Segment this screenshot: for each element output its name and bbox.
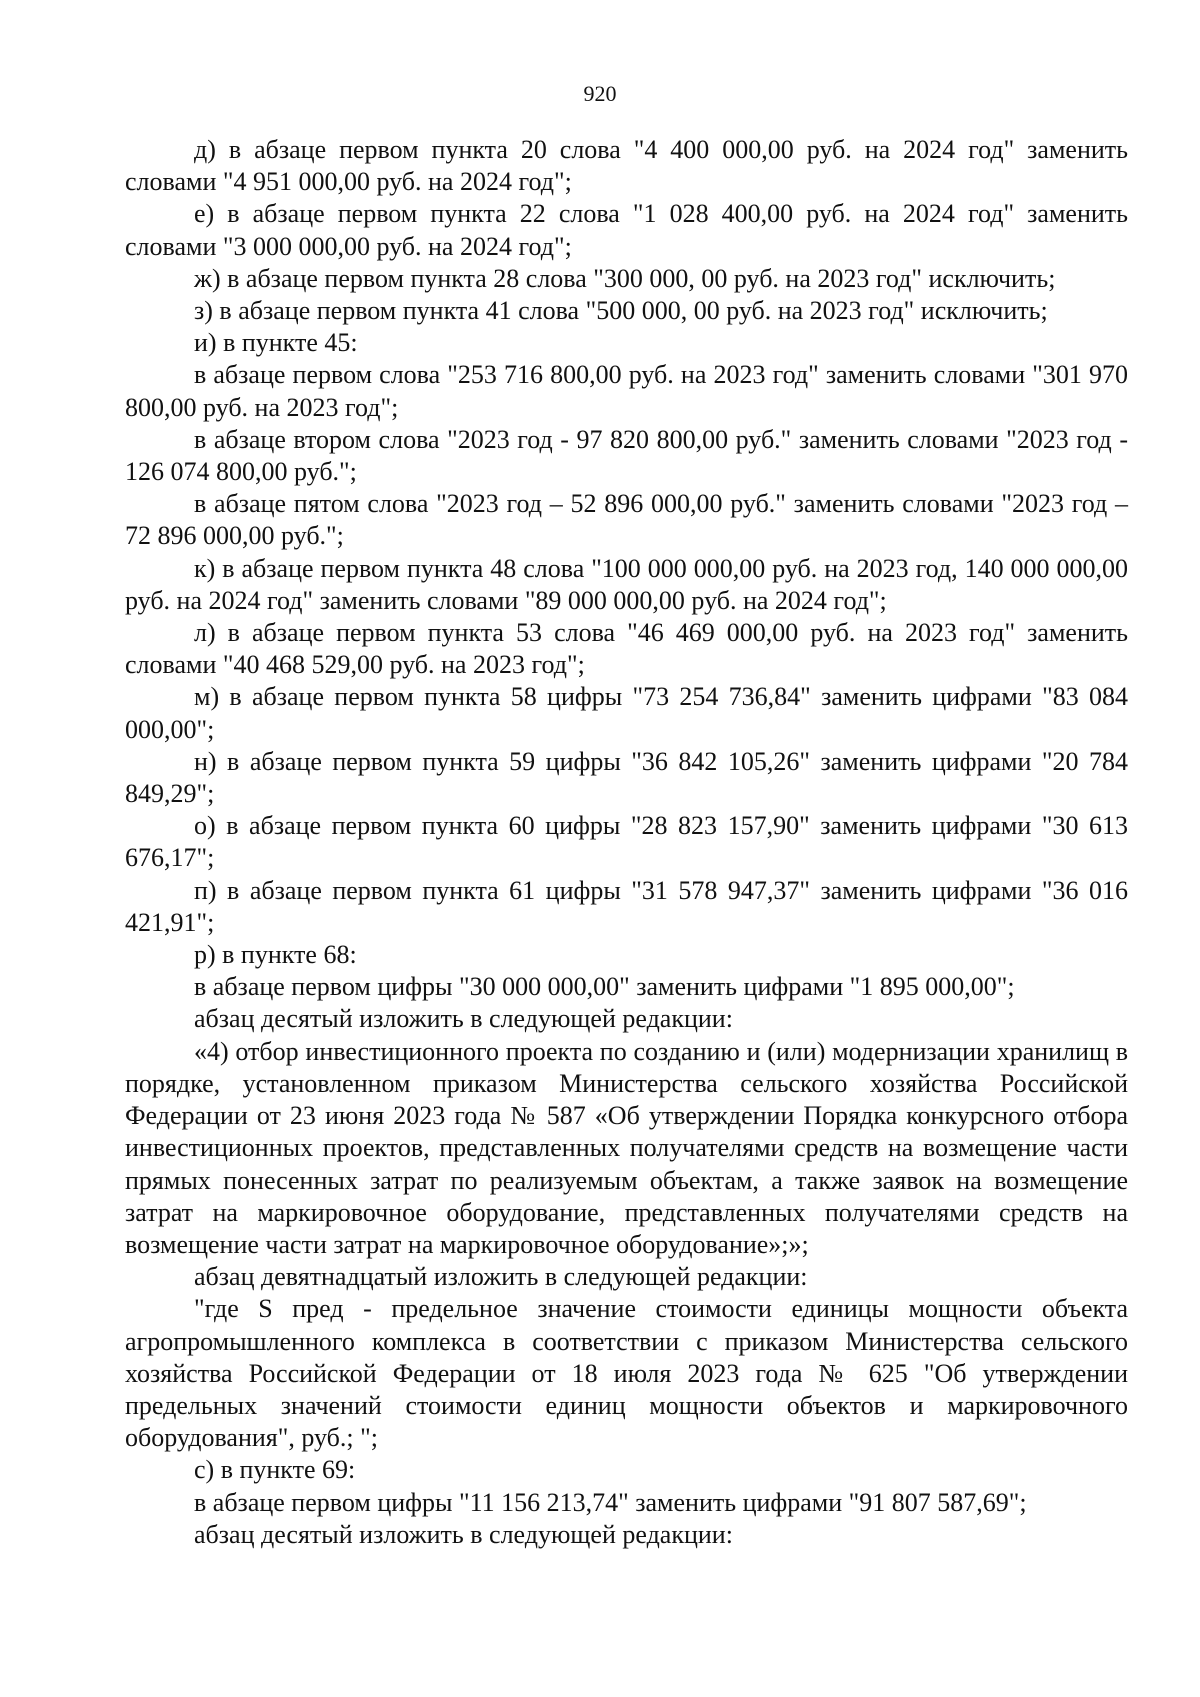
paragraph-s: с) в пункте 69: bbox=[194, 1455, 356, 1485]
paragraph-i-2: в абзаце втором слова "2023 год - 97 820 800,00 руб." заменить словами "2023 год - 126 074 800,00 руб."; bbox=[125, 424, 1128, 487]
paragraph-o: о) в абзаце первом пункта 60 цифры "28 823 157,90" заменить цифрами "30 613 676,17"; bbox=[125, 811, 1128, 873]
paragraph-r-2: абзац десятый изложить в следующей редакции: bbox=[194, 1004, 733, 1034]
paragraph-i: и) в пункте 45: bbox=[194, 328, 358, 358]
paragraph-r-quote: «4) отбор инвестиционного проекта по созданию и (или) модернизации хранилищ в порядке, установленном приказом Министерства сельского хозяйства Российской Федерации от 23 июня 2023 года № 587 «Об утверждении Порядка конкурсного отбора инвестиционных проектов, представленных получателями средств на возмещение части прямых понесенных затрат по реализуемым объектам, а также заявок на возмещение затрат на маркировочное оборудование, представленных получателями средств на возмещение части затрат на маркировочное оборудование»;»; bbox=[125, 1036, 1128, 1259]
paragraph-s-2: абзац десятый изложить в следующей редакции: bbox=[194, 1519, 733, 1549]
document-body bbox=[125, 134, 1128, 1551]
page-number: 920 bbox=[583, 81, 617, 106]
paragraph-i-1: в абзаце первом слова "253 716 800,00 руб. на 2023 год" заменить словами "301 970 800,00 руб. на 2023 год"; bbox=[125, 360, 1128, 422]
paragraph-n: н) в абзаце первом пункта 59 цифры "36 842 105,26" заменить цифрами "20 784 849,29"; bbox=[125, 746, 1128, 809]
paragraph-i-3: в абзаце пятом слова "2023 год – 52 896 000,00 руб." заменить словами "2023 год – 72 896 000,00 руб."; bbox=[125, 489, 1128, 551]
paragraph-r-1: в абзаце первом цифры "30 000 000,00" заменить цифрами "1 895 000,00"; bbox=[194, 972, 1015, 1002]
paragraph-e: е) в абзаце первом пункта 22 слова "1 028 400,00 руб. на 2024 год" заменить словами "3 000 000,00 руб. на 2024 год"; bbox=[125, 199, 1128, 261]
paragraph-p: п) в абзаце первом пункта 61 цифры "31 578 947,37" заменить цифрами "36 016 421,91"; bbox=[125, 875, 1128, 937]
paragraph-m: м) в абзаце первом пункта 58 цифры "73 254 736,84" заменить цифрами "83 084 000,00"; bbox=[125, 682, 1128, 744]
paragraph-zh: ж) в абзаце первом пункта 28 слова "300 000, 00 руб. на 2023 год" исключить; bbox=[194, 263, 1056, 293]
paragraph-k: к) в абзаце первом пункта 48 слова "100 000 000,00 руб. на 2023 год, 140 000 000,00 руб. на 2024 год" заменить словами "89 000 000,00 руб. на 2024 год"; bbox=[125, 553, 1128, 615]
paragraph-r-formula-quote: "где S пред - предельное значение стоимости единицы мощности объекта агропромышленного комплекса в соответствии с приказом Министерства сельского хозяйства Российской Федерации от 18 июля 2023 года № 625 "Об утверждении предельных значений стоимости единиц мощности объектов и маркировочного оборудования", руб.; "; bbox=[125, 1294, 1128, 1453]
paragraph-r: р) в пункте 68: bbox=[194, 940, 357, 970]
paragraph-z: з) в абзаце первом пункта 41 слова "500 000, 00 руб. на 2023 год" исключить; bbox=[194, 296, 1048, 326]
paragraph-r-3: абзац девятнадцатый изложить в следующей редакции: bbox=[194, 1262, 808, 1292]
paragraph-s-1: в абзаце первом цифры "11 156 213,74" заменить цифрами "91 807 587,69"; bbox=[194, 1487, 1027, 1517]
paragraph-d: д) в абзаце первом пункта 20 слова "4 400 000,00 руб. на 2024 год" заменить словами "4 951 000,00 руб. на 2024 год"; bbox=[125, 135, 1128, 197]
paragraph-l: л) в абзаце первом пункта 53 слова "46 469 000,00 руб. на 2023 год" заменить словами "40 468 529,00 руб. на 2023 год"; bbox=[125, 618, 1128, 680]
